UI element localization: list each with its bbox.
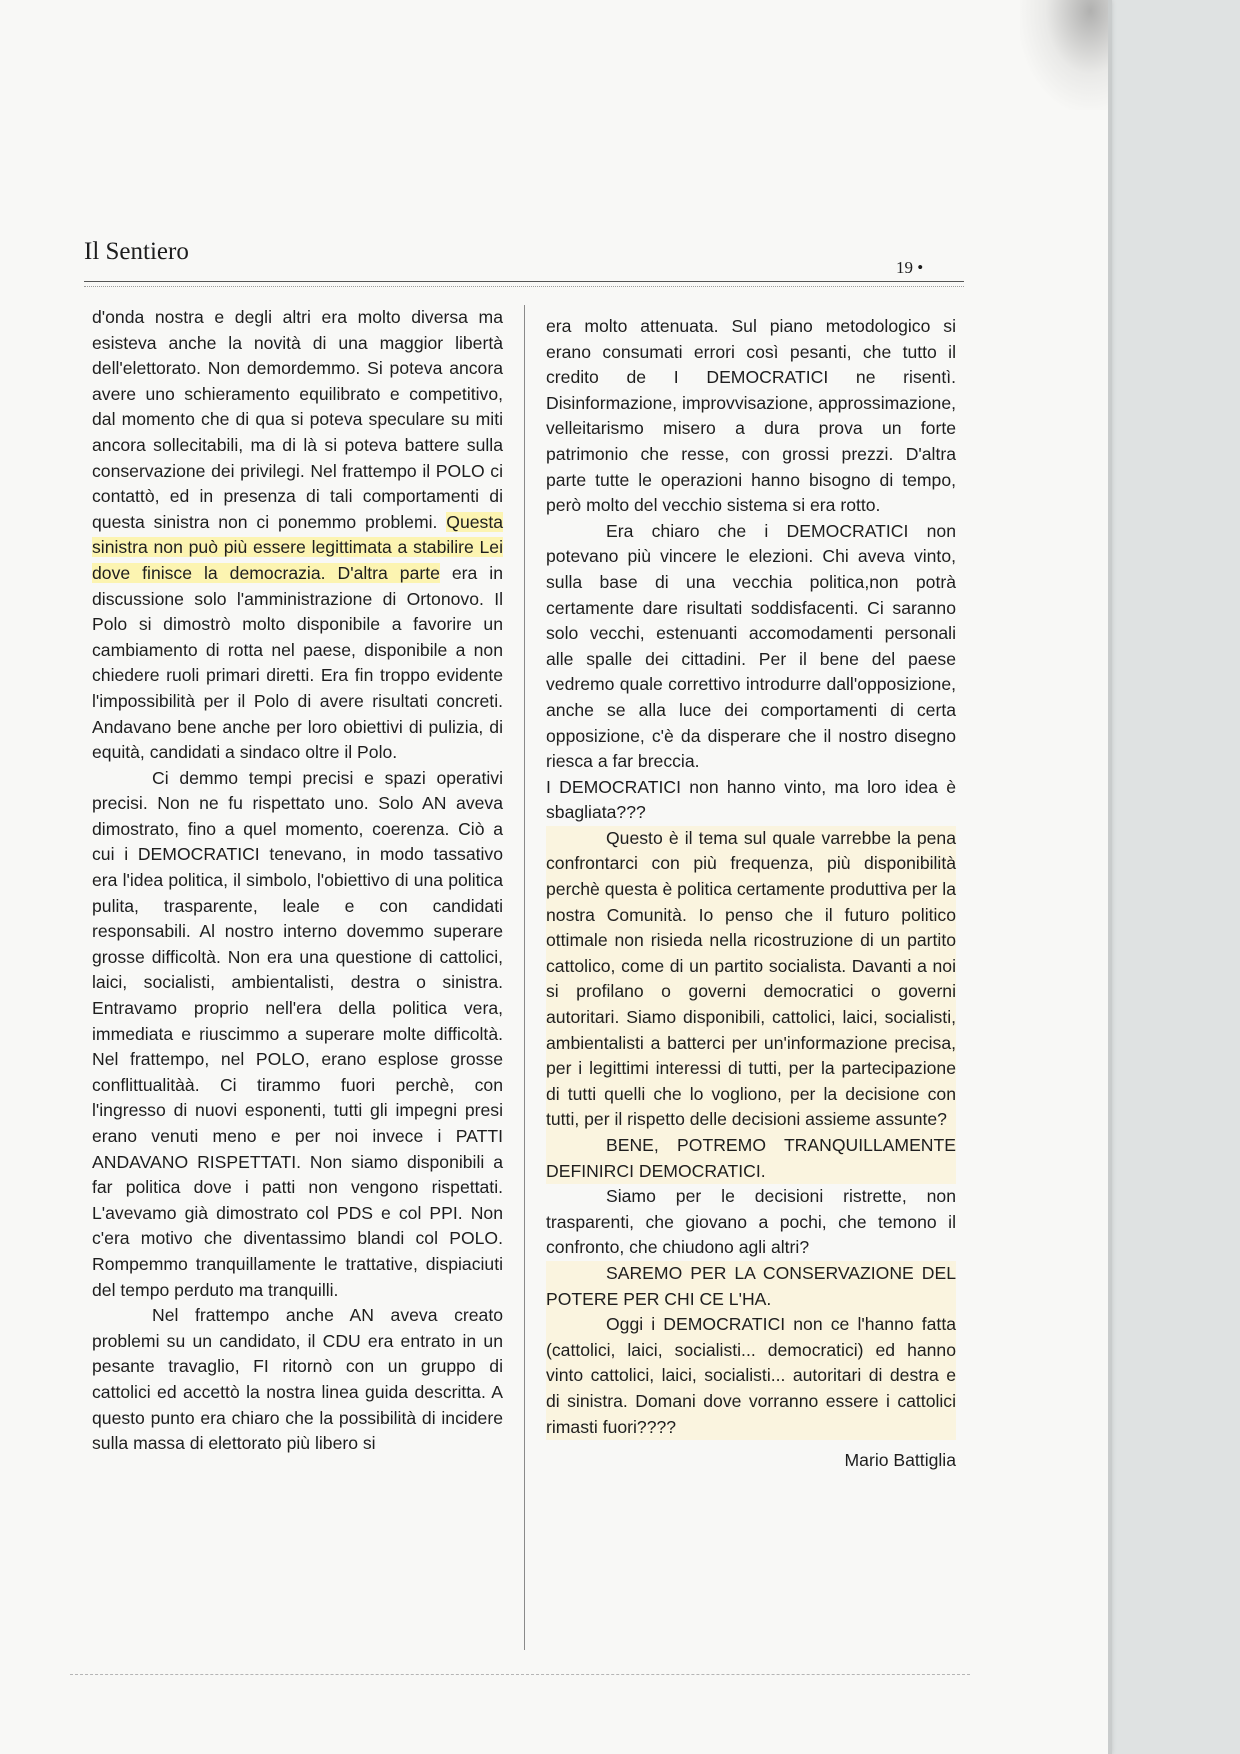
publication-title: Il Sentiero (84, 238, 189, 265)
paragraph: Ci demmo tempi precisi e spazi operativi precisi. Non ne fu rispettato uno. Solo AN aveva dimostrato, fino a quel momento, coerenza. Ciò a cui i DEMOCRATICI tenevano, in modo tassativo era l'idea politica, il simbolo, l'obiettivo di una politica pulita, trasparente, leale e con candidati responsabili. Al nostro interno dovemmo superare grosse difficoltà. Non era una questione di cattolici, laici, socialisti, ambientalisti, destra o sinistra. Entravamo proprio nell'era della politica vera, immediata e riuscimmo a superare molte difficoltà. Nel frattempo, nel POLO, erano esplose grosse conflittualitàà. Ci tirammo fuori perchè, con l'ingresso di nuovi esponenti, tutti gli impegni presi erano venuti meno e per noi invece i PATTI ANDAVANO RISPETTATI. Non siamo disponibili a far politica dove i patti non vengono rispettati. L'avevamo già dimostrato col PDS e col PPI. Non c'era motivo che diventassimo blandi col POLO. Rompemmo tranquillamente le trattative, dispiaciuti del tempo perduto ma tranquilli. (92, 767, 503, 1300)
scan-smudge (1020, 0, 1108, 110)
paragraph: I DEMOCRATICI non hanno vinto, ma loro idea è sbagliata??? (546, 776, 956, 823)
paragraph: BENE, POTREMO TRANQUILLAMENTE DEFINIRCI DEMOCRATICI. (546, 1133, 956, 1184)
highlighted-text: Questa sinistra non può più essere legittimata a stabilire Lei dove finisce la democrazia. D'altra parte (92, 511, 503, 583)
paragraph: Oggi i DEMOCRATICI non ce l'hanno fatta (cattolici, laici, socialisti... democratici) ed hanno vinto cattolici, laici, socialisti... autoritari di destra e di sinistra. Domani dove vorranno essere i cattolici rimasti fuori???? (546, 1312, 956, 1440)
page-number: 19 • (896, 258, 924, 277)
paragraph: Questo è il tema sul quale varrebbe la pena confrontarci con più frequenza, più disponibilità perchè questa è politica certamente produttiva per la nostra Comunità. Io penso che il futuro politico ottimale non risieda nella ricostruzione di un partito cattolico, come di un partito socialista. Davanti a noi si profilano o governi democratici o governi autoritari. Siamo disponibili, cattolici, laici, socialisti, ambientalisti a batterci per un'informazione precisa, per i legittimi interessi di tutti, per la partecipazione di tutti quelli che lo vogliono, per la decisione con tutti, per il rispetto delle decisioni assieme assunte? (546, 826, 956, 1133)
article-column-left (92, 305, 503, 1457)
paragraph (92, 305, 503, 766)
article-column-right (546, 314, 956, 1474)
paragraph: Siamo per le decisioni ristrette, non trasparenti, che giovano a pochi, che temono il confronto, che chiudono agli altri? (546, 1186, 956, 1258)
paragraph: Era chiaro che i DEMOCRATICI non potevano più vincere le elezioni. Chi aveva vinto, sulla base di una vecchia politica,non potrà certamente dare risultati soddisfacenti. Ci saranno solo vecchi, estenuanti accomodamenti personali alle spalle dei cittadini. Per il bene del paese vedremo quale correttivo introdurre dall'opposizione, anche se alla luce dei comportamenti di certa opposizione, c'è da disperare che il nostro disegno riesca a far breccia. (546, 520, 956, 772)
footer-rule (70, 1674, 970, 1675)
paragraph: era molto attenuata. Sul piano metodologico si erano consumati errori così pesanti, che tutto il credito de I DEMOCRATICI ne risentì. Disinformazione, improvvisazione, approssimazione, velleitarismo misero a dura prova un forte patrimonio che resse, con grossi prezzi. D'altra parte tutte le operazioni hanno bisogno di tempo, però molto del vecchio sistema si era rotto. (546, 316, 956, 516)
page-edge (1108, 0, 1112, 1754)
paragraph: SAREMO PER LA CONSERVAZIONE DEL POTERE PER CHI CE L'HA. (546, 1261, 956, 1312)
text-run: d'onda nostra e degli altri era molto diversa ma esisteva anche la novità di una maggior libertà dell'elettorato. Non demordemmo. Si poteva ancora avere uno schieramento equilibrato e competitivo, dal momento che di qua si poteva speculare su miti ancora sollecitabili, ma di là si poteva battere sulla conservazione dei privilegi. Nel frattempo il POLO ci contattò, ed in presenza di tali comportamenti di questa sinistra non ci ponemmo problemi. (92, 307, 503, 532)
header-rule-dotted (84, 286, 964, 287)
text-run: era in discussione solo l'amministrazione di Ortonovo. Il Polo si dimostrò molto disponibile a favorire un cambiamento di rotta nel paese, disponibile a non chiedere ruoli primari diretti. Era fin troppo evidente l'impossibilità per il Polo di avere risultati concreti. Andavano bene anche per loro obiettivi di pulizia, di equità, candidati a sindaco oltre il Polo. (92, 562, 503, 763)
column-divider (524, 305, 525, 1650)
header-rule (84, 281, 964, 282)
author-signature: Mario Battiglia (844, 1450, 956, 1471)
paragraph: Nel frattempo anche AN aveva creato problemi su un candidato, il CDU era entrato in un pesante travaglio, FI ritornò con un gruppo di cattolici ed accettò la nostra linea guida descritta. A questo punto era chiaro che la possibilità di incidere sulla massa di elettorato più libero si (92, 1305, 503, 1454)
